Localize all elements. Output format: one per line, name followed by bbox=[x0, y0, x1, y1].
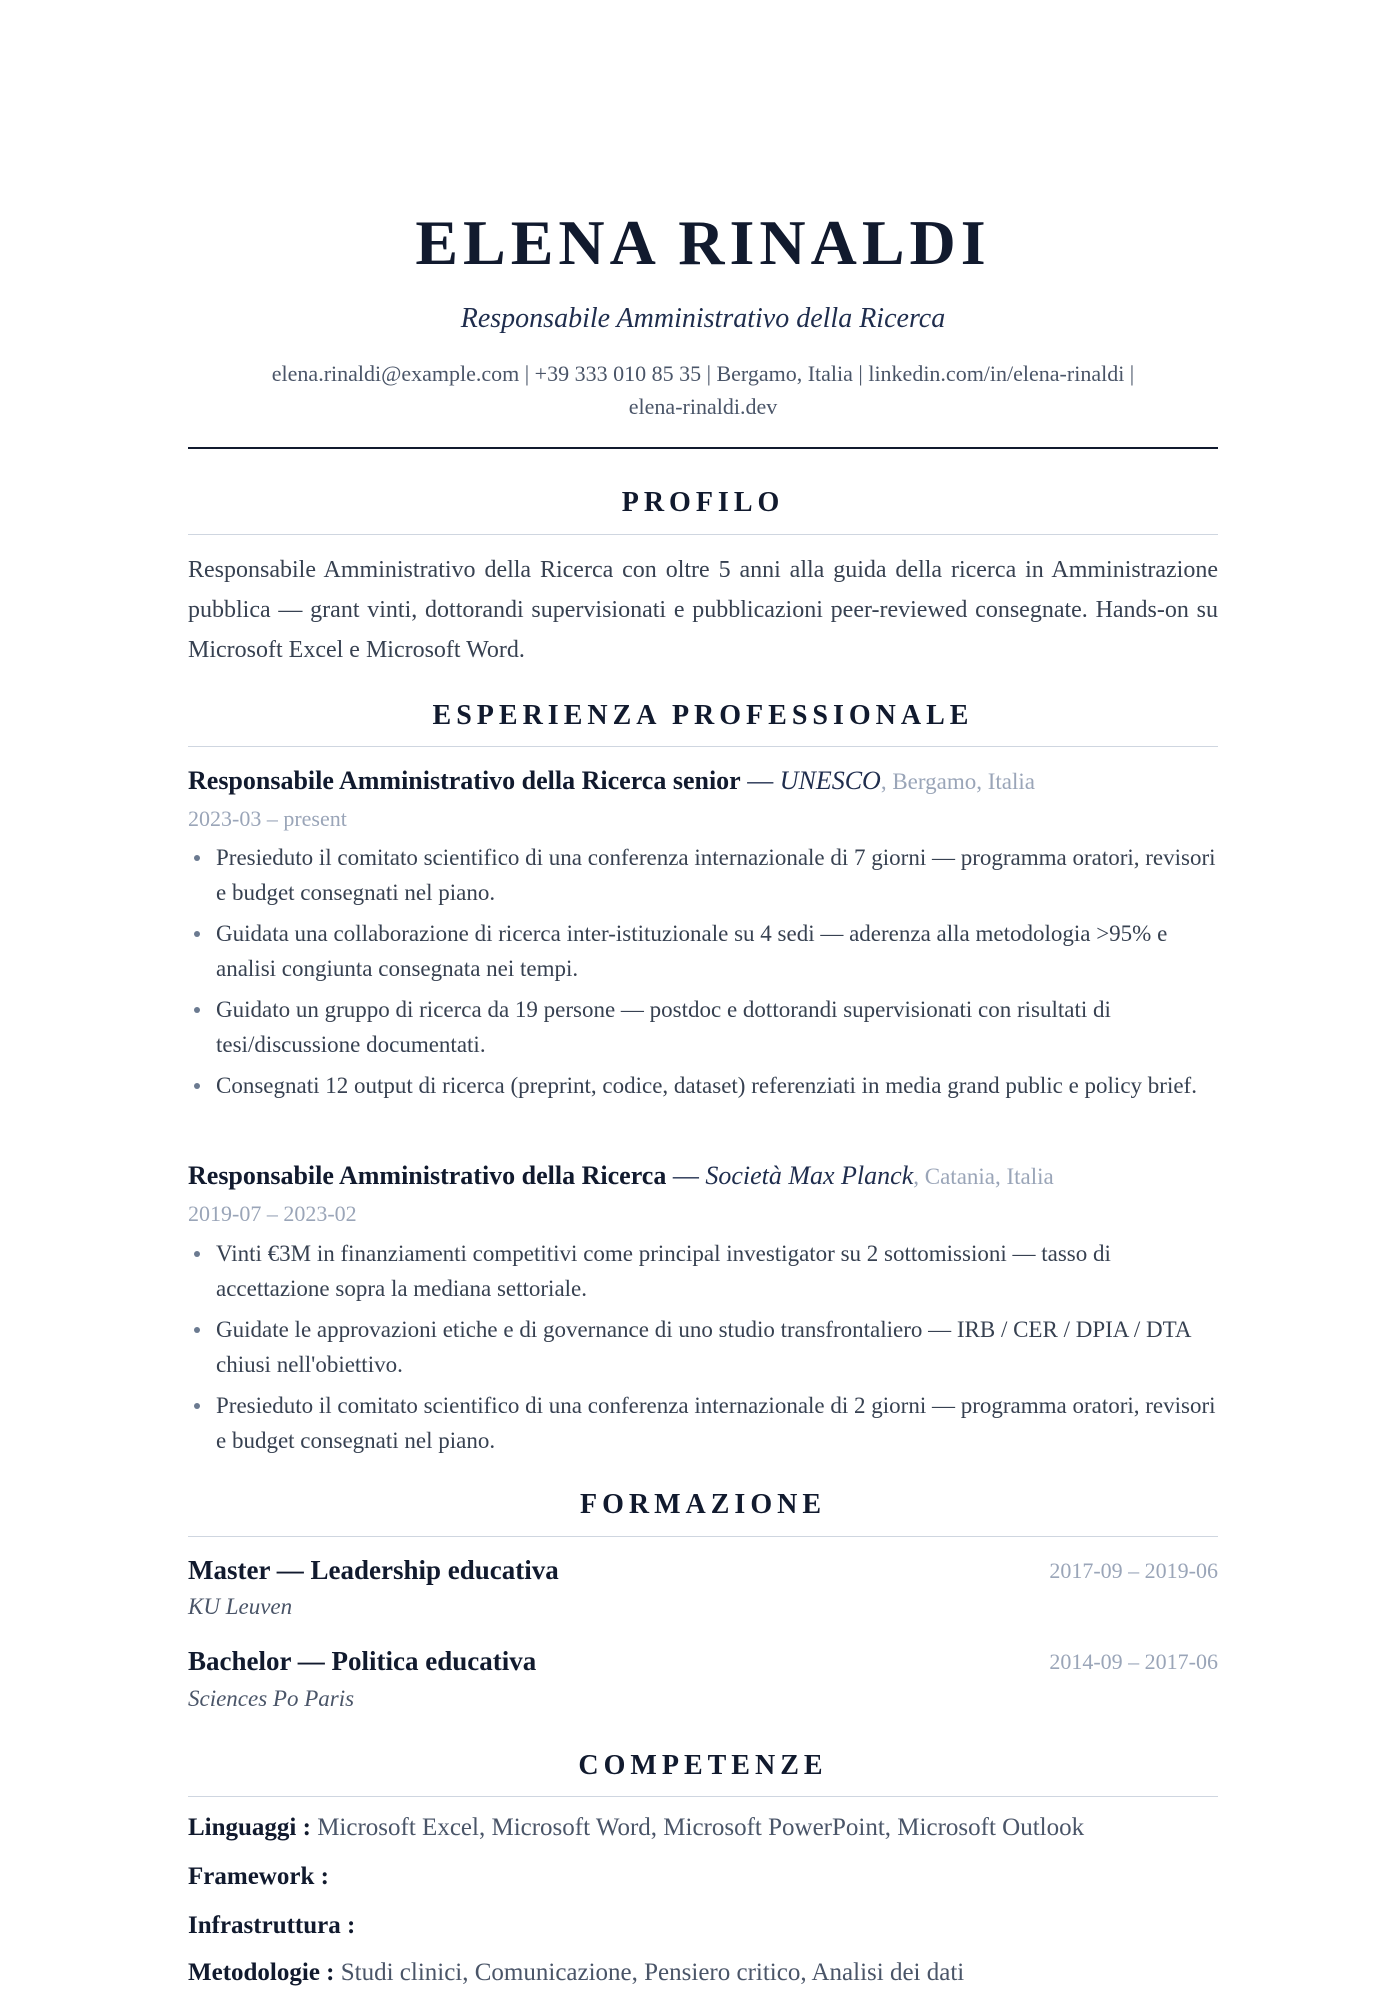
education-degree: Bachelor — Politica educativa bbox=[188, 1646, 537, 1676]
job-bullet: Consegnati 12 output di ricerca (preprint, codice, dataset) referenziati in media grand public e policy brief. bbox=[216, 1068, 1218, 1103]
job-location: , Bergamo, Italia bbox=[880, 769, 1035, 794]
skill-value: Studi clinici, Comunicazione, Pensiero critico, Analisi dei dati bbox=[334, 1959, 965, 1986]
candidate-headline: Responsabile Amministrativo della Ricerca bbox=[460, 303, 946, 334]
skill-label: Linguaggi : bbox=[188, 1814, 311, 1841]
job-location: , Catania, Italia bbox=[913, 1164, 1054, 1189]
job-separator: — bbox=[666, 1161, 706, 1190]
section-title-skills: COMPETENZE bbox=[578, 1750, 828, 1781]
job-company: UNESCO bbox=[779, 766, 881, 795]
skill-label: Framework : bbox=[188, 1863, 329, 1890]
job-separator: — bbox=[740, 766, 780, 795]
job-dates: 2019-07 – 2023-02 bbox=[188, 1201, 357, 1226]
job-bullet: Guidata una collaborazione di ricerca inter-istituzionale su 4 sedi — aderenza alla metodologia >95% e analisi congiunta consegnata nei tempi. bbox=[216, 916, 1218, 986]
job-title: Responsabile Amministrativo della Ricerca senior bbox=[188, 766, 741, 795]
skill-label: Infrastruttura : bbox=[188, 1912, 356, 1939]
job-dates: 2023-03 – present bbox=[188, 806, 347, 831]
candidate-name: ELENA RINALDI bbox=[415, 207, 991, 278]
job-company: Società Max Planck bbox=[705, 1161, 914, 1190]
education-school: Sciences Po Paris bbox=[188, 1686, 355, 1711]
job-header bbox=[188, 764, 1218, 799]
contact-info bbox=[188, 357, 1218, 423]
job-bullet: Guidate le approvazioni etiche e di governance di uno studio transfrontaliero — IRB / CER / DPIA / DTA chiusi nell'obiettivo. bbox=[216, 1312, 1218, 1382]
skill-row-infrastructure bbox=[188, 1909, 1218, 1943]
contact-line-1: elena.rinaldi@example.com | +39 333 010 85 35 | Bergamo, Italia | linkedin.com/in/elena-rinaldi | bbox=[271, 361, 1135, 386]
job-bullets bbox=[188, 840, 1218, 1109]
job-bullets bbox=[188, 1236, 1218, 1464]
section-divider-education bbox=[188, 1536, 1218, 1537]
section-title-experience: ESPERIENZA PROFESSIONALE bbox=[432, 700, 974, 731]
skill-row-frameworks bbox=[188, 1860, 1218, 1894]
skill-value: Microsoft Excel, Microsoft Word, Microsoft PowerPoint, Microsoft Outlook bbox=[310, 1814, 1085, 1841]
job-bullet: Vinti €3M in finanziamenti competitivi come principal investigator su 2 sottomissioni — tasso di accettazione sopra la mediana settoriale. bbox=[216, 1236, 1218, 1306]
education-degree: Master — Leadership educativa bbox=[188, 1555, 559, 1585]
section-title-profile: PROFILO bbox=[621, 487, 785, 518]
section-title-education: FORMAZIONE bbox=[580, 1489, 826, 1520]
contact-line-2: elena-rinaldi.dev bbox=[628, 394, 778, 419]
job-title: Responsabile Amministrativo della Ricerca bbox=[188, 1161, 667, 1190]
education-school: KU Leuven bbox=[188, 1594, 293, 1619]
job-bullet: Guidato un gruppo di ricerca da 19 persone — postdoc e dottorandi supervisionati con risultati di tesi/discussione documentati. bbox=[216, 992, 1218, 1062]
job-bullet: Presieduto il comitato scientifico di una conferenza internazionale di 2 giorni — programma oratori, revisori e budget consegnati nel piano. bbox=[216, 1388, 1218, 1458]
header-divider bbox=[188, 447, 1218, 449]
profile-summary: Responsabile Amministrativo della Ricerca con oltre 5 anni alla guida della ricerca in Amministrazione pubblica — grant vinti, dottorandi supervisionati e pubblicazioni peer-reviewed consegnate. Hands-on su Microsoft Excel e Microsoft Word. bbox=[188, 557, 1218, 663]
job-header bbox=[188, 1159, 1218, 1194]
education-dates: 2014-09 – 2017-06 bbox=[1049, 1649, 1218, 1674]
section-divider-experience bbox=[188, 746, 1218, 747]
skill-row-methodologies bbox=[188, 1956, 1218, 1990]
job-bullet: Presieduto il comitato scientifico di una conferenza internazionale di 7 giorni — programma oratori, revisori e budget consegnati nel piano. bbox=[216, 840, 1218, 910]
skill-label: Metodologie : bbox=[188, 1959, 335, 1986]
skill-row-languages bbox=[188, 1811, 1218, 1845]
section-divider-profile bbox=[188, 534, 1218, 535]
education-dates: 2017-09 – 2019-06 bbox=[1049, 1558, 1218, 1583]
section-divider-skills bbox=[188, 1796, 1218, 1797]
